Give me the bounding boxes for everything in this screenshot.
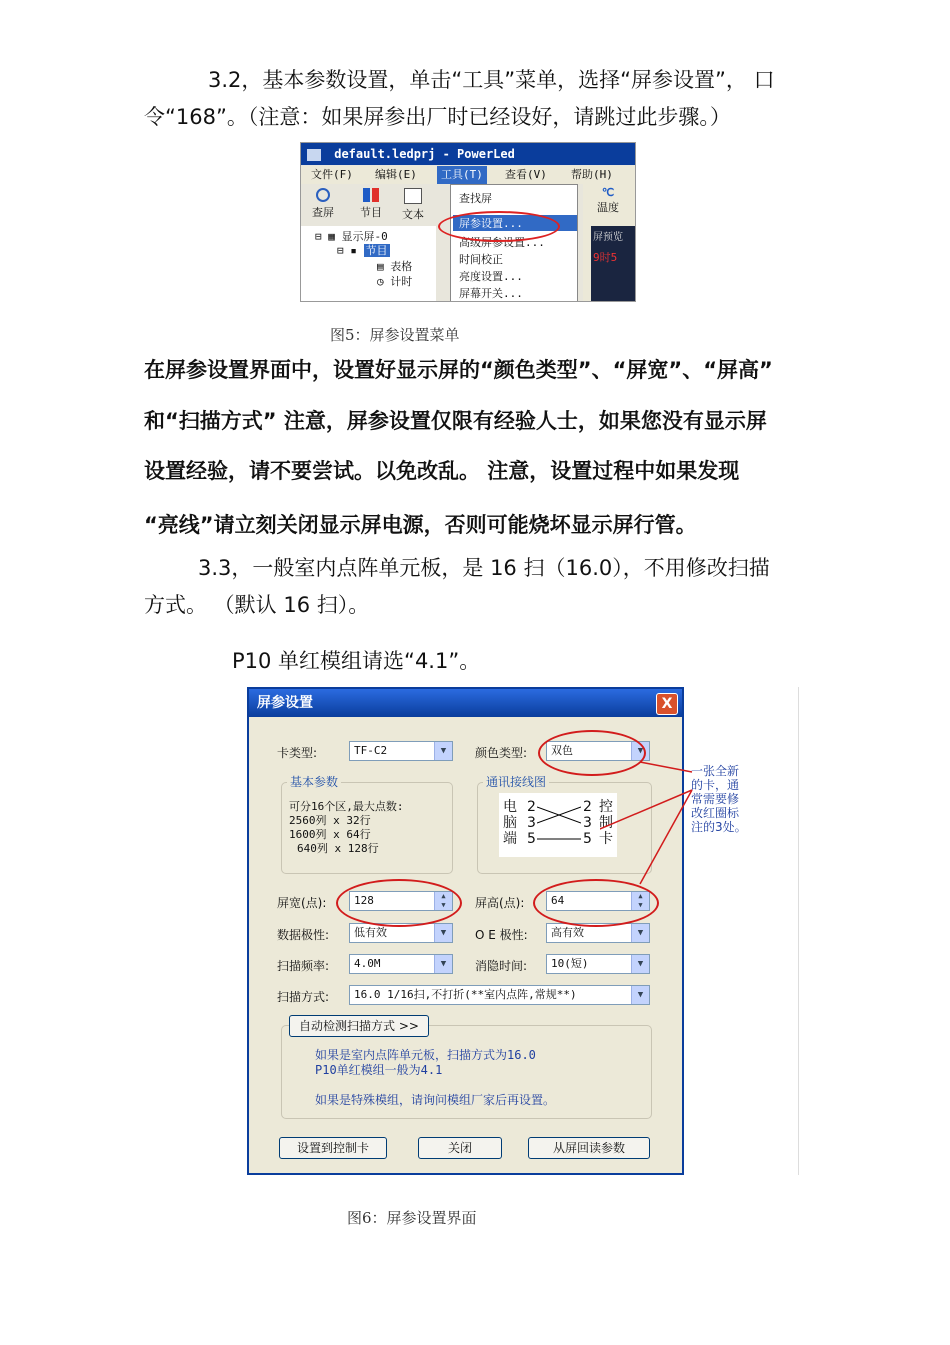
tree-program[interactable]: ⊟ ▪ 节目	[337, 244, 388, 257]
basic-params-line1: 可分16个区,最大点数:	[289, 800, 404, 813]
data-polarity-label: 数据极性:	[277, 928, 330, 942]
chevron-down-icon: ▼	[631, 924, 649, 942]
menu-file[interactable]: 文件(F)	[311, 168, 353, 181]
scan-freq-label: 扫描频率:	[277, 959, 330, 973]
set-to-card-button[interactable]: 设置到控制卡	[279, 1137, 387, 1159]
height-spinner[interactable]: 64 ▲ ▼	[546, 891, 650, 911]
scan-mode-label: 扫描方式:	[277, 990, 330, 1004]
text-icon	[404, 188, 422, 204]
tree-table[interactable]: ▤ 表格	[377, 260, 413, 273]
menuitem-advanced-params[interactable]: 高级屏参设置...	[459, 236, 545, 249]
chevron-down-icon: ▼	[631, 742, 649, 760]
bold-line2: 和“扫描方式” 注意，屏参设置仅限有经验人士，如果您没有显示屏	[144, 409, 767, 433]
menu-view[interactable]: 查看(V)	[505, 168, 547, 181]
basic-params-line2: 2560列 x 32行	[289, 814, 371, 827]
chevron-down-icon: ▼	[434, 742, 452, 760]
para2-line2: 方式。 （默认 16 扫）。	[144, 593, 370, 617]
basic-params-title: 基本参数	[287, 773, 341, 790]
note-line2: P10单红模组一般为4.1	[315, 1063, 443, 1077]
para1-line2: 令“168”。（注意：如果屏参出厂时已经设好，请跳过此步骤。）	[144, 105, 731, 129]
spinner-arrows-icon[interactable]: ▲ ▼	[434, 892, 452, 910]
blank-time-label: 消隐时间:	[475, 959, 528, 973]
wiring-diagram: 电 脑 端 2 3 5 2 3 5 控 制 卡	[499, 793, 617, 857]
chevron-down-icon: ▼	[434, 955, 452, 973]
toolbar-program[interactable]: 节目	[351, 184, 391, 224]
fig5-window-title: default.ledprj - PowerLed	[334, 147, 515, 161]
menuitem-screen-switch[interactable]: 屏幕开关...	[459, 287, 523, 300]
close-button[interactable]: 关闭	[418, 1137, 502, 1159]
tree-screen[interactable]: ⊟ ▦ 显示屏-0	[315, 230, 388, 243]
fig5-titlebar	[301, 143, 635, 165]
spinner-arrows-icon[interactable]: ▲ ▼	[631, 892, 649, 910]
width-label: 屏宽(点):	[277, 896, 327, 910]
chevron-down-icon: ▼	[631, 986, 649, 1004]
fig5-highlight-ellipse	[438, 211, 560, 242]
wiring-lines	[537, 799, 581, 851]
bold-line4: “亮线”请立刻关闭显示屏电源，否则可能烧坏显示屏行管。	[144, 513, 697, 537]
width-spinner[interactable]: 128 ▲ ▼	[349, 891, 453, 911]
color-type-select[interactable]: 双色 ▼	[546, 741, 650, 761]
basic-params-line3: 1600列 x 64行	[289, 828, 371, 841]
menu-tools[interactable]: 工具(T)	[437, 166, 487, 184]
dialog-title: 屏参设置	[249, 689, 682, 717]
temperature-icon: ℃	[601, 186, 615, 199]
figure5-screenshot	[300, 142, 636, 302]
blank-time-select[interactable]: 10(短) ▼	[546, 954, 650, 974]
chevron-down-icon: ▼	[631, 955, 649, 973]
auto-detect-button[interactable]: 自动检测扫描方式 >>	[289, 1015, 429, 1037]
app-icon	[307, 149, 321, 161]
toolbar-temperature[interactable]: ℃ 温度	[597, 186, 619, 214]
program-icon	[363, 188, 379, 202]
para2-line3: P10 单红模组请选“4.1”。	[232, 649, 481, 673]
color-type-label: 颜色类型:	[475, 746, 528, 760]
toolbar-text[interactable]: 文本	[393, 184, 433, 224]
note-line3: 如果是特殊模组，请询问模组厂家后再设置。	[315, 1093, 556, 1107]
menuitem-find-screen[interactable]: 查找屏	[459, 192, 492, 205]
scan-freq-select[interactable]: 4.0M ▼	[349, 954, 453, 974]
note-line1: 如果是室内点阵单元板，扫描方式为16.0	[315, 1048, 536, 1062]
read-back-button[interactable]: 从屏回读参数	[528, 1137, 650, 1159]
fig5-tools-menu	[450, 184, 578, 302]
chevron-down-icon: ▼	[434, 924, 452, 942]
bold-line1: 在屏参设置界面中，设置好显示屏的“颜色类型”、“屏宽”、“屏高”	[144, 358, 773, 382]
toolbar-find-screen[interactable]: 查屏	[303, 184, 343, 224]
menuitem-screen-params[interactable]: 屏参设置...	[453, 215, 577, 231]
fig6-caption: 图6：屏参设置界面	[347, 1209, 477, 1227]
card-type-select[interactable]: TF-C2 ▼	[349, 741, 453, 761]
fig5-menubar	[301, 166, 635, 184]
ring-width	[336, 879, 462, 927]
bold-line3: 设置经验，请不要尝试。以免改乱。 注意，设置过程中如果发现	[144, 459, 740, 483]
fig5-toolbar	[301, 184, 441, 224]
fig5-caption: 图5：屏参设置菜单	[330, 326, 460, 344]
menu-edit[interactable]: 编辑(E)	[375, 168, 417, 181]
oe-polarity-label: O E 极性:	[475, 928, 528, 942]
oe-polarity-select[interactable]: 高有效 ▼	[546, 923, 650, 943]
card-type-label: 卡类型:	[277, 746, 318, 760]
fig5-right-panel	[583, 184, 635, 301]
scan-mode-select[interactable]: 16.0 1/16扫,不打折(**室内点阵,常规**) ▼	[349, 985, 650, 1005]
para2-line1: 3.3，一般室内点阵单元板，是 16 扫（16.0），不用修改扫描	[198, 556, 770, 580]
annotation-note: 一张全新 的卡，通 常需要修 改红圈标 注的3处。	[691, 764, 747, 834]
magnifier-icon	[316, 188, 330, 202]
preview-area: 屏预览 9时5	[591, 226, 635, 301]
menuitem-time-calibration[interactable]: 时间校正	[459, 253, 503, 266]
menu-help[interactable]: 帮助(H)	[571, 168, 613, 181]
height-label: 屏高(点):	[475, 896, 525, 910]
menuitem-brightness[interactable]: 亮度设置...	[459, 270, 523, 283]
close-icon[interactable]: X	[656, 693, 678, 715]
basic-params-line4: 640列 x 128行	[297, 842, 379, 855]
wiring-title: 通讯接线图	[483, 773, 549, 790]
tree-timer[interactable]: ◷ 计时	[377, 275, 413, 288]
fig5-tree	[301, 226, 436, 301]
para1-line1: 3.2，基本参数设置，单击“工具”菜单，选择“屏参设置”， 口	[208, 68, 775, 92]
data-polarity-select[interactable]: 低有效 ▼	[349, 923, 453, 943]
